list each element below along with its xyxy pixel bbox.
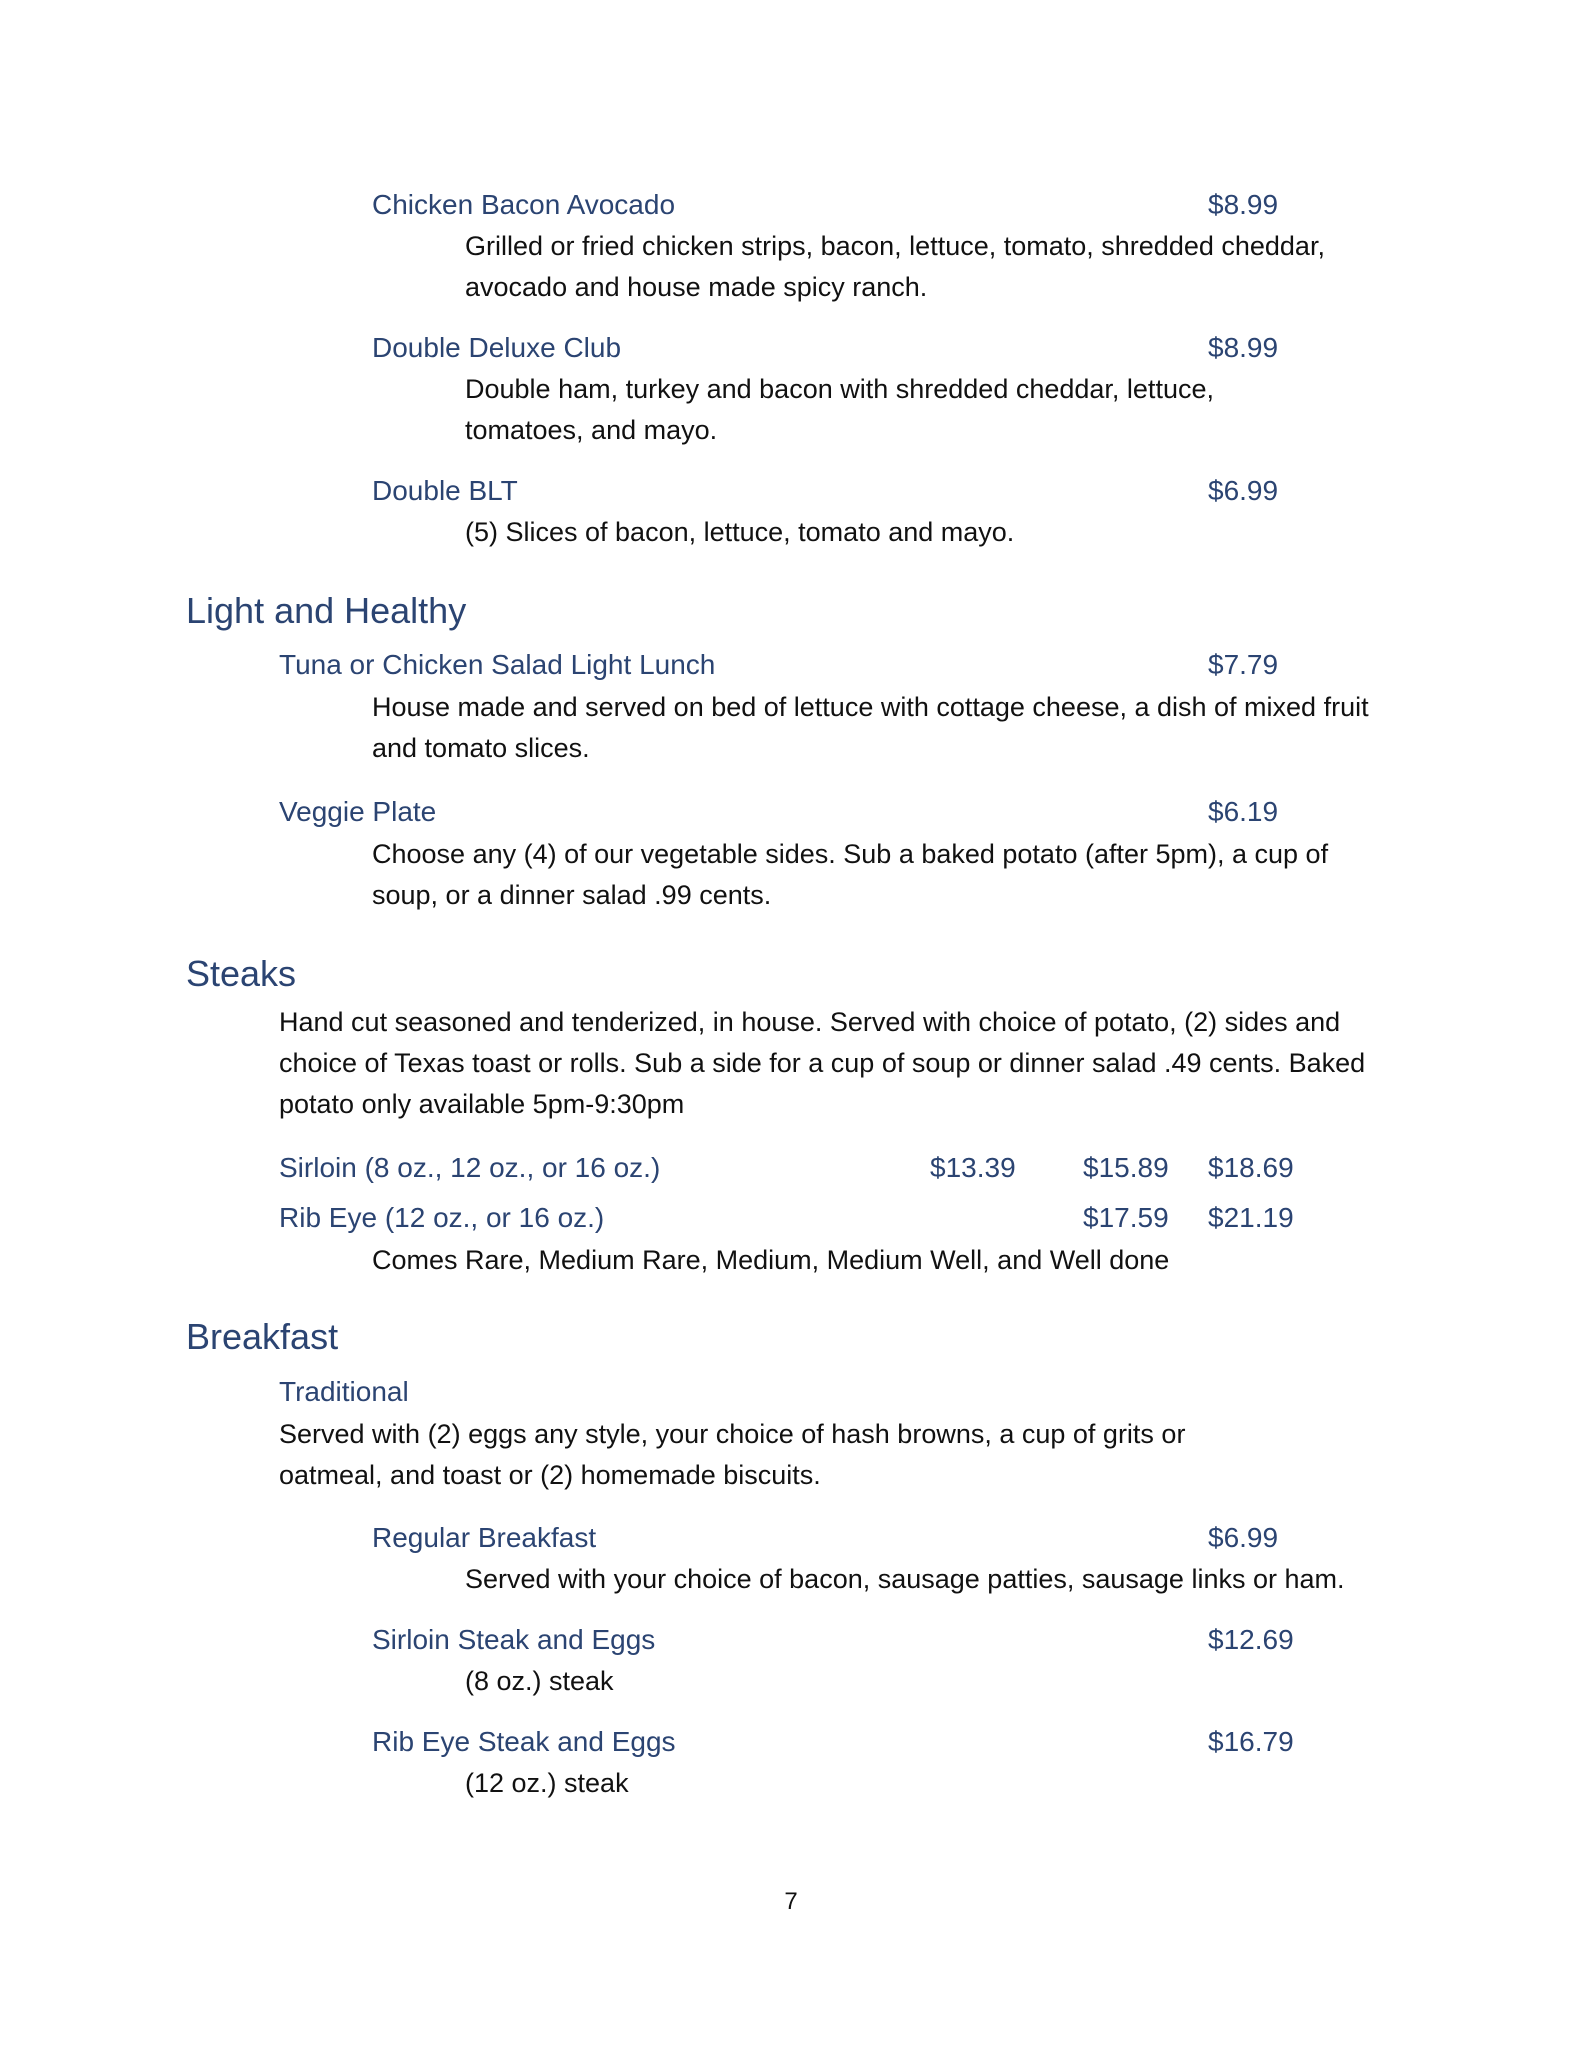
item-name-ribeye: Rib Eye (12 oz., or 16 oz.) — [279, 1202, 605, 1233]
item-price: $6.19 — [1208, 796, 1279, 827]
item-name: Tuna or Chicken Salad Light Lunch — [279, 649, 716, 680]
item-description: Double ham, turkey and bacon with shredded cheddar, lettuce, tomatoes, and mayo. — [465, 374, 1214, 445]
page-number: 7 — [784, 1888, 798, 1915]
item-name: Double Deluxe Club — [372, 332, 622, 363]
section-heading-steaks: Steaks — [186, 953, 297, 994]
breakfast-intro: Served with (2) eggs any style, your choice of hash browns, a cup of grits or oatmeal, and toast or (2) homemade biscuits. — [279, 1419, 1186, 1490]
item-description: Choose any (4) of our vegetable sides. Sub a baked potato (after 5pm), a cup of soup, or a dinner salad .99 cents. — [372, 839, 1329, 910]
item-description: House made and served on bed of lettuce with cottage cheese, a dish of mixed fruit and tomato slices. — [372, 692, 1369, 763]
steak-doneness-note: Comes Rare, Medium Rare, Medium, Medium Well, and Well done — [372, 1245, 1170, 1275]
item-price: $7.79 — [1208, 649, 1279, 680]
subsection-heading-traditional: Traditional — [279, 1376, 409, 1407]
section-heading-light-and-healthy: Light and Healthy — [186, 590, 467, 631]
steaks-intro: Hand cut seasoned and tenderized, in house. Served with choice of potato, (2) sides and choice of Texas toast or rolls. Sub a side for a cup of soup or dinner salad .49 cents. Baked potato only available 5pm-9:30pm — [279, 1007, 1366, 1119]
item-price: $6.99 — [1208, 475, 1279, 506]
item-name: Chicken Bacon Avocado — [372, 189, 676, 220]
item-description: Served with your choice of bacon, sausage patties, sausage links or ham. — [465, 1564, 1345, 1594]
item-price: $16.79 — [1208, 1726, 1294, 1757]
item-price: $8.99 — [1208, 332, 1279, 363]
price-16oz: $18.69 — [1208, 1152, 1294, 1183]
price-16oz: $21.19 — [1208, 1202, 1294, 1233]
item-price: $6.99 — [1208, 1522, 1279, 1553]
price-8oz: $13.39 — [930, 1152, 1016, 1183]
item-description: (8 oz.) steak — [465, 1666, 614, 1696]
item-description: (12 oz.) steak — [465, 1768, 629, 1798]
section-heading-breakfast: Breakfast — [186, 1316, 339, 1357]
item-description: Grilled or fried chicken strips, bacon, lettuce, tomato, shredded cheddar, avocado and house made spicy ranch. — [465, 231, 1325, 302]
price-12oz: $15.89 — [1083, 1152, 1169, 1183]
item-name: Rib Eye Steak and Eggs — [372, 1726, 676, 1757]
item-name-sirloin: Sirloin (8 oz., 12 oz., or 16 oz.) — [279, 1152, 661, 1183]
item-name: Sirloin Steak and Eggs — [372, 1624, 656, 1655]
item-name: Veggie Plate — [279, 796, 437, 827]
item-price: $8.99 — [1208, 189, 1279, 220]
item-price: $12.69 — [1208, 1624, 1294, 1655]
item-name: Regular Breakfast — [372, 1522, 597, 1553]
item-description: (5) Slices of bacon, lettuce, tomato and mayo. — [465, 517, 1015, 547]
item-name: Double BLT — [372, 475, 518, 506]
price-12oz: $17.59 — [1083, 1202, 1169, 1233]
